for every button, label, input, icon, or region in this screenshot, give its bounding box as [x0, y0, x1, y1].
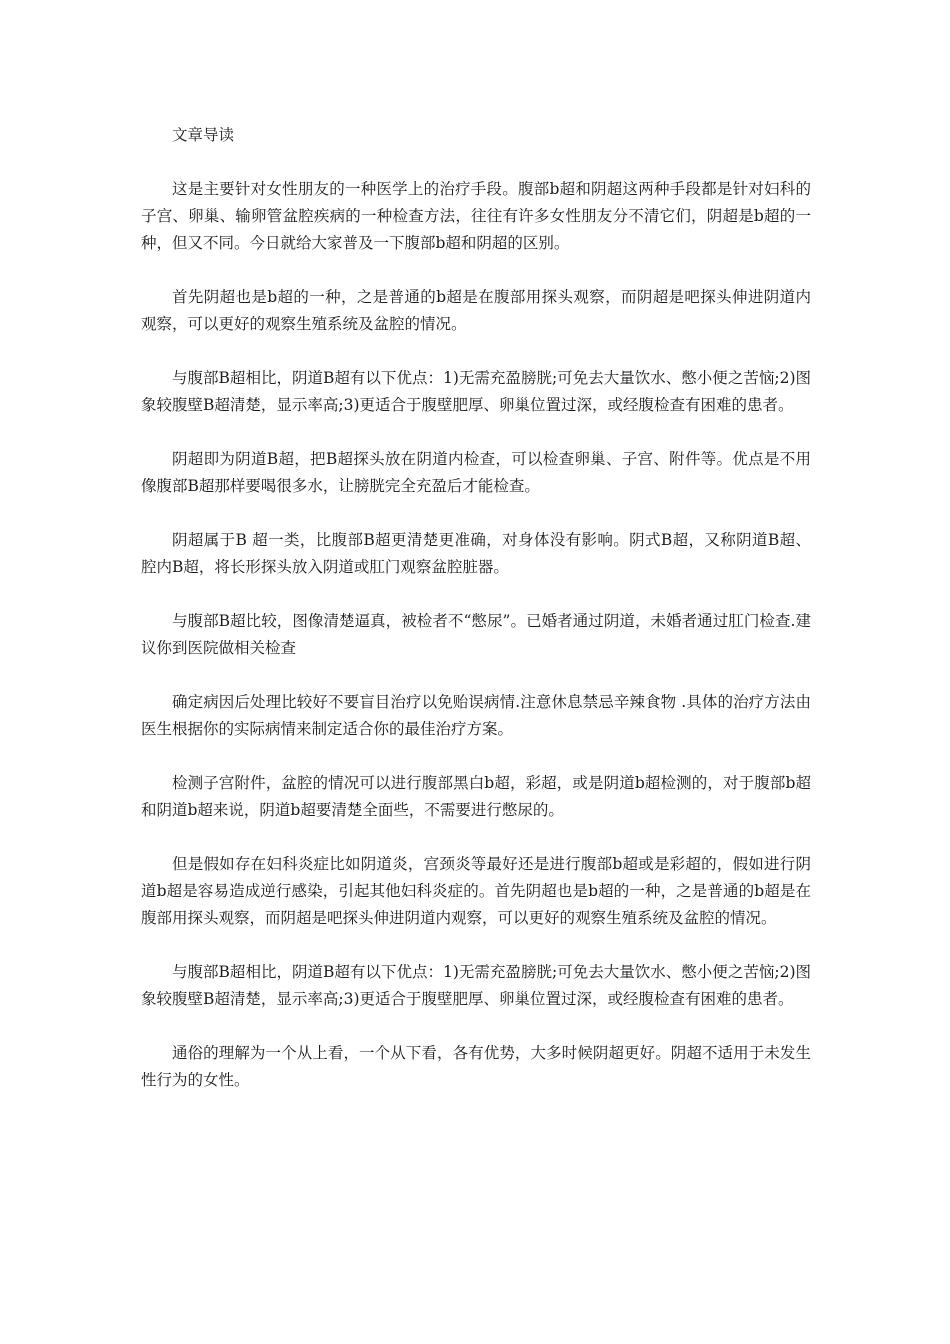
paragraph: 检测子宫附件，盆腔的情况可以进行腹部黑白b超，彩超，或是阴道b超检测的，对于腹部b超和阴道b超来说，阴道b超要清楚全面些，不需要进行憋尿的。 [141, 774, 811, 819]
paragraph: 阴超属于B 超一类，比腹部B超更清楚更准确，对身体没有影响。阴式B超，又称阴道B超、腔内B超，将长形探头放入阴道或肛门观察盆腔脏器。 [141, 531, 811, 576]
paragraph: 但是假如存在妇科炎症比如阴道炎，宫颈炎等最好还是进行腹部b超或是彩超的，假如进行阴道b超是容易造成逆行感染，引起其他妇科炎症的。首先阴超也是b超的一种，之是普通的b超是在腹部用探头观察，而阴超是吧探头伸进阴道内观察，可以更好的观察生殖系统及盆腔的情况。 [141, 855, 811, 927]
article-heading: 文章导读 [172, 126, 235, 144]
article-body [141, 122, 811, 1121]
paragraph: 与腹部B超比较，图像清楚逼真，被检者不“憋尿”。已婚者通过阴道，未婚者通过肛门检查.建议你到医院做相关检查 [141, 612, 811, 657]
paragraph: 确定病因后处理比较好不要盲目治疗以免贻误病情.注意休息禁忌辛辣食物 .具体的治疗方法由医生根据你的实际病情来制定适合你的最佳治疗方案。 [141, 693, 811, 738]
paragraph: 与腹部B超相比，阴道B超有以下优点：1)无需充盈膀胱;可免去大量饮水、憋小便之苦恼;2)图象较腹壁B超清楚，显示率高;3)更适合于腹壁肥厚、卵巢位置过深，或经腹检查有困难的患者。 [141, 369, 811, 414]
paragraph: 这是主要针对女性朋友的一种医学上的治疗手段。腹部b超和阴超这两种手段都是针对妇科的子宫、卵巢、输卵管盆腔疾病的一种检查方法，往往有许多女性朋友分不清它们，阴超是b超的一种，但又不同。今日就给大家普及一下腹部b超和阴超的区别。 [141, 180, 811, 252]
paragraph: 首先阴超也是b超的一种，之是普通的b超是在腹部用探头观察，而阴超是吧探头伸进阴道内观察，可以更好的观察生殖系统及盆腔的情况。 [141, 288, 811, 333]
paragraph: 通俗的理解为一个从上看，一个从下看，各有优势，大多时候阴超更好。阴超不适用于未发生性行为的女性。 [141, 1044, 811, 1089]
paragraph: 与腹部B超相比，阴道B超有以下优点：1)无需充盈膀胱;可免去大量饮水、憋小便之苦恼;2)图象较腹壁B超清楚，显示率高;3)更适合于腹壁肥厚、卵巢位置过深，或经腹检查有困难的患者。 [141, 963, 811, 1008]
paragraph: 阴超即为阴道B超，把B超探头放在阴道内检查，可以检查卵巢、子宫、附件等。优点是不用像腹部B超那样要喝很多水，让膀胱完全充盈后才能检查。 [141, 450, 811, 495]
